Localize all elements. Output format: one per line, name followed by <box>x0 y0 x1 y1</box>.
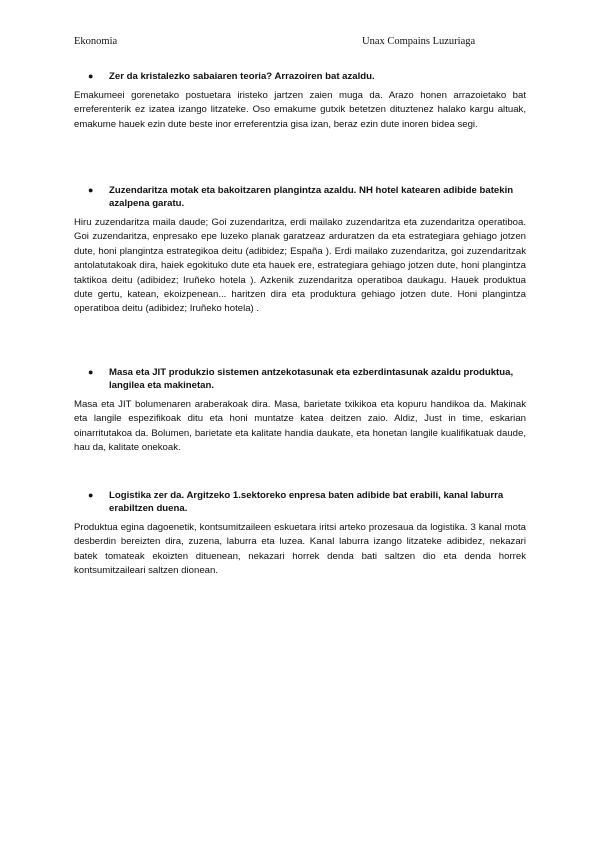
answer-3: Masa eta JIT bolumenaren araberakoak dira. Masa, barietate txikikoa eta kopuru handikoa da. Makinak eta langile espezifikoak ditu eta honi muntatze katea deitzen zaio. Aldiz, Just in time, eskarian oinarritutakoa da. Bolumen, barietate eta kalitate handia daukate, eta honetan langile kualifikatuak daude, hau da, kalitate onekoak. <box>74 399 526 454</box>
question-1 <box>74 70 526 83</box>
section-2 <box>74 184 526 317</box>
bullet-icon: ● <box>88 490 94 500</box>
question-text: Masa eta JIT produkzio sistemen antzekotasunak eta ezberdintasunak azaldu produktua, langilea eta makinetan. <box>109 367 514 391</box>
header-subject: Ekonomia <box>74 36 118 47</box>
bullet-icon: ● <box>88 367 94 377</box>
question-3 <box>74 366 526 392</box>
answer-2: Hiru zuzendaritza maila daude; Goi zuzendaritza, erdi mailako zuzendaritza eta zuzendaritza operatiboa. Goi zuzendaritza, enpresako epe luzeko planak garatzeaz arduratzen da eta estrategiara gehiago jotzen dute, honi plangintza estrategikoa deitu (adibidez; España ). Erdi mailako zuzendaritza, goi zuzendaritzak antolatutakoak dira, haiek egokituko dute eta hauek ere, estrategiara gehiago jotzen dute, honi plangintza taktikoa deitu (adibidez; Iruñeko hotela ). Azkenik zuzendaritza operatiboa daukagu. Hauek produktua dute gertu, katean, ekoizpenean... haritzen dira eta produktura gehiago jotzen dute. Honi plangintza operatiboa deitu (adibidez; Iruñeko hotela) . <box>74 217 526 315</box>
section-1 <box>74 70 526 132</box>
page-header <box>74 36 494 52</box>
header-author: Unax Compains Luzuriaga <box>362 36 476 47</box>
question-text: Logistika zer da. Argitzeko 1.sektoreko enpresa baten adibide bat erabili, kanal laburra erabiltzen duena. <box>109 490 504 514</box>
question-text: Zuzendaritza motak eta bakoitzaren plangintza azaldu. NH hotel katearen adibide batekin azalpena garatu. <box>109 185 514 209</box>
question-4 <box>74 489 526 515</box>
question-text: Zer da kristalezko sabaiaren teoria? Arrazoiren bat azaldu. <box>109 71 375 82</box>
answer-4: Produktua egina dagoenetik, kontsumitzaileen eskuetara iritsi arteko prozesaua da logistika. 3 kanal mota desberdin bereizten dira, zuzena, laburra eta luzea. Kanal laburra izango litzateke adibidez, nekazari batek tomateak ekoizten dituenean, nekazari horrek denda bati saltzen dio eta denda horrek kontsumitzaileari saltzen dionean. <box>74 522 526 577</box>
question-2 <box>74 184 526 210</box>
bullet-icon: ● <box>88 71 94 81</box>
section-3 <box>74 366 526 456</box>
section-4 <box>74 489 526 579</box>
answer-1: Emakumeei gorenetako postuetara iristeko jartzen zaien muga da. Arazo honen arrazoietako bat erreferenterik ez izatea izango litzateke. Oso emakume gutxik betetzen dituztenez halako kargu altuak, emakume hauek ezin dute beste inor erreferentzia gisa izan, beraz ezin dute inoren bidea segi. <box>74 90 526 130</box>
bullet-icon: ● <box>88 185 94 195</box>
